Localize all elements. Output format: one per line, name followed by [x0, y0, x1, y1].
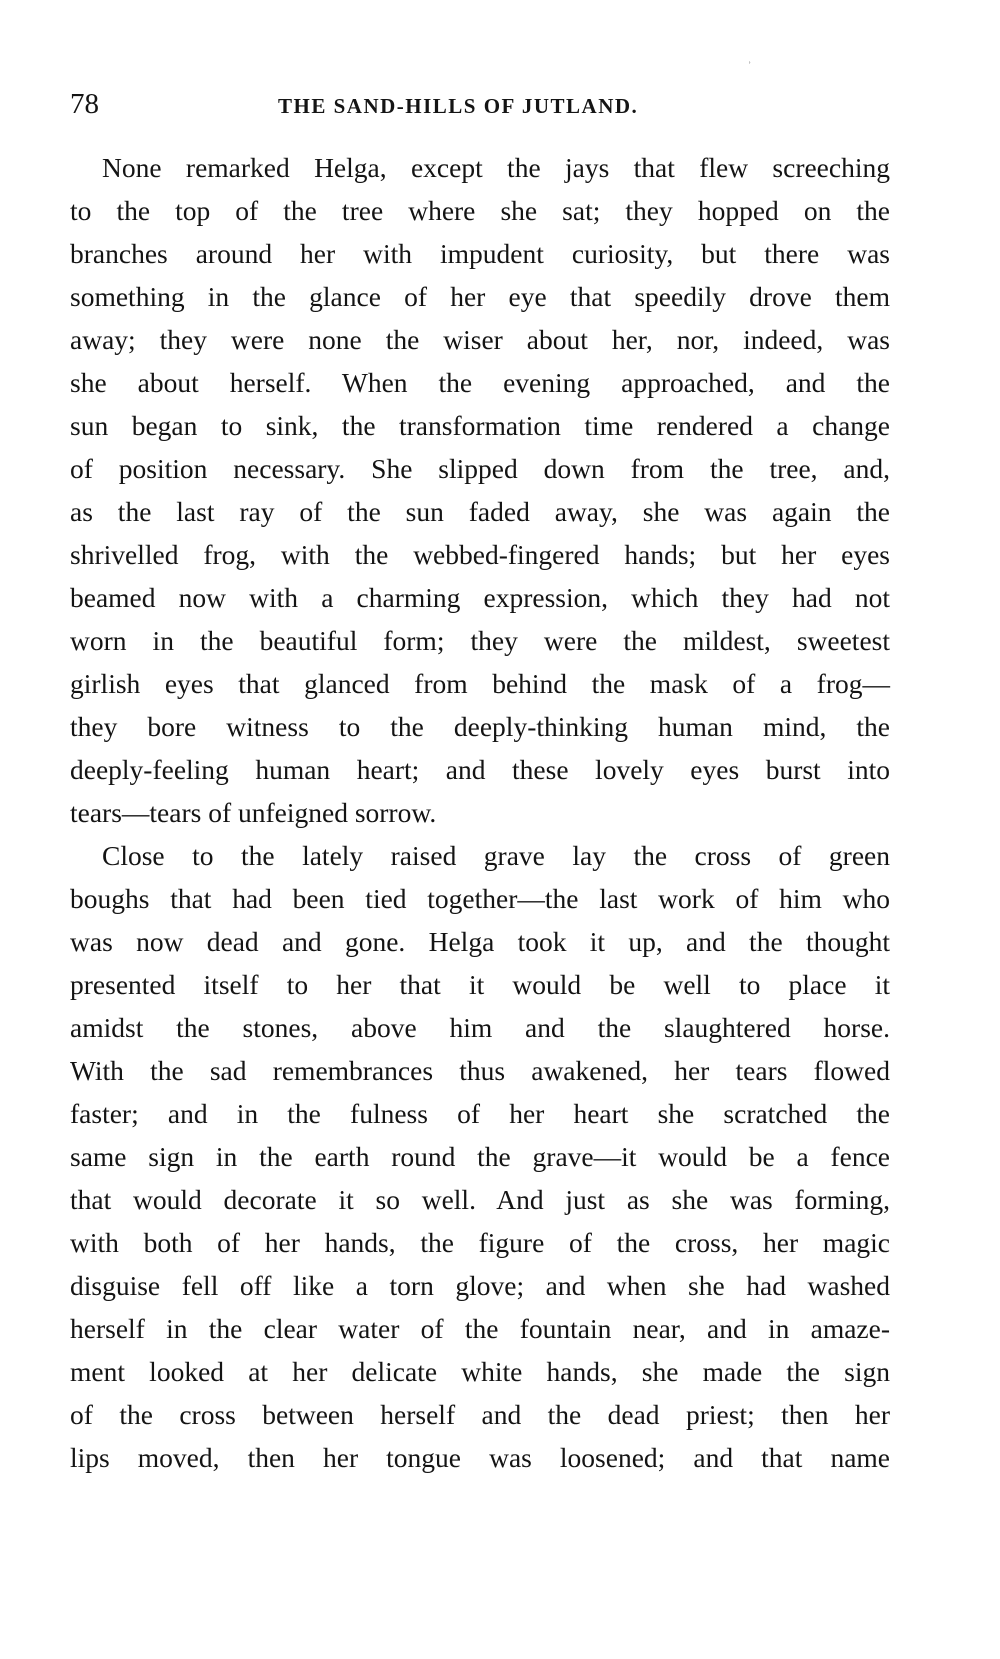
running-head — [70, 84, 890, 124]
text-line: branches around her with impudent curiosity, but there was — [70, 238, 890, 269]
text-line: presented itself to her that it would be well to place it — [70, 969, 890, 1000]
text-line: girlish eyes that glanced from behind the mask of a frog— — [70, 668, 890, 699]
page-number: 78 — [70, 88, 99, 120]
text-line: disguise fell off like a torn glove; and when she had washed — [70, 1270, 890, 1301]
text-line: of the cross between herself and the dead priest; then her — [70, 1399, 890, 1430]
text-line: same sign in the earth round the grave—it would be a fence — [70, 1141, 890, 1172]
text-line: shrivelled frog, with the webbed-fingered hands; but her eyes — [70, 539, 890, 570]
text-line: with both of her hands, the figure of the cross, her magic — [70, 1227, 890, 1258]
text-line: she about herself. When the evening approached, and the — [70, 367, 890, 398]
body-text — [70, 146, 890, 1479]
text-line: ment looked at her delicate white hands, she made the sign — [70, 1356, 890, 1387]
text-line: herself in the clear water of the fountain near, and in amaze- — [70, 1313, 890, 1344]
text-line: that would decorate it so well. And just as she was forming, — [70, 1184, 890, 1215]
text-line: they bore witness to the deeply-thinking human mind, the — [70, 711, 890, 742]
text-line: beamed now with a charming expression, which they had not — [70, 582, 890, 613]
text-line: worn in the beautiful form; they were the mildest, sweetest — [70, 625, 890, 656]
text-line: lips moved, then her tongue was loosened; and that name — [70, 1442, 890, 1473]
text-line: faster; and in the fulness of her heart she scratched the — [70, 1098, 890, 1129]
text-line: With the sad remembrances thus awakened, her tears flowed — [70, 1055, 890, 1086]
text-line: sun began to sink, the transformation time rendered a change — [70, 410, 890, 441]
text-line: Close to the lately raised grave lay the cross of green — [102, 840, 890, 871]
print-speck: ʾ — [748, 61, 752, 72]
text-line: boughs that had been tied together—the last work of him who — [70, 883, 890, 914]
text-line: away; they were none the wiser about her, nor, indeed, was — [70, 324, 890, 355]
text-line: was now dead and gone. Helga took it up, and the thought — [70, 926, 890, 957]
text-line: of position necessary. She slipped down from the tree, and, — [70, 453, 890, 484]
text-line: amidst the stones, above him and the slaughtered horse. — [70, 1012, 890, 1043]
text-line: as the last ray of the sun faded away, she was again the — [70, 496, 890, 527]
text-line: tears—tears of unfeigned sorrow. — [70, 797, 437, 828]
text-line: deeply-feeling human heart; and these lovely eyes burst into — [70, 754, 890, 785]
text-line: something in the glance of her eye that speedily drove them — [70, 281, 890, 312]
running-title: THE SAND-HILLS OF JUTLAND. — [278, 94, 639, 118]
text-line: to the top of the tree where she sat; they hopped on the — [70, 195, 890, 226]
text-line: None remarked Helga, except the jays that flew screeching — [102, 152, 890, 183]
